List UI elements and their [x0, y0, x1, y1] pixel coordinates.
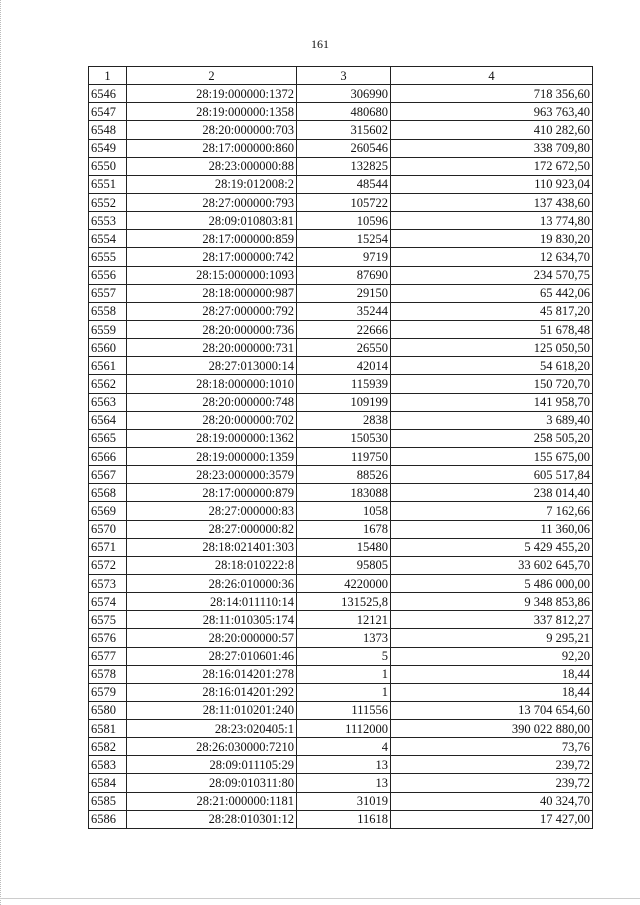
cadastral-number-cell: 28:16:014201:278: [127, 665, 297, 683]
row-number-cell: 6558: [89, 302, 127, 320]
table-row: [89, 266, 593, 284]
page-number: 161: [311, 37, 329, 51]
row-number-cell: 6553: [89, 212, 127, 230]
cadastral-number-cell: 28:11:010305:174: [127, 611, 297, 629]
cadastral-number-cell: 28:17:000000:879: [127, 484, 297, 502]
area-cell: 5: [297, 647, 391, 665]
area-cell: 11618: [297, 810, 391, 828]
row-number-cell: 6554: [89, 230, 127, 248]
cadastral-number-cell: 28:17:000000:860: [127, 139, 297, 157]
table-row: [89, 774, 593, 792]
area-cell: 1678: [297, 520, 391, 538]
row-number-cell: 6562: [89, 375, 127, 393]
table-row: [89, 139, 593, 157]
row-number-cell: 6559: [89, 320, 127, 338]
area-cell: 95805: [297, 556, 391, 574]
cadastral-number-cell: 28:16:014201:292: [127, 683, 297, 701]
area-cell: 111556: [297, 701, 391, 719]
table-row: [89, 574, 593, 592]
cadastral-number-cell: 28:19:000000:1362: [127, 429, 297, 447]
value-cell: 51 678,48: [391, 320, 593, 338]
row-number-cell: 6577: [89, 647, 127, 665]
row-number-cell: 6546: [89, 85, 127, 103]
value-cell: 54 618,20: [391, 357, 593, 375]
area-cell: 132825: [297, 157, 391, 175]
table-row: [89, 375, 593, 393]
table-row: [89, 121, 593, 139]
table-row: [89, 629, 593, 647]
value-cell: 11 360,06: [391, 520, 593, 538]
cadastral-number-cell: 28:15:000000:1093: [127, 266, 297, 284]
area-cell: 1: [297, 665, 391, 683]
area-cell: 2838: [297, 411, 391, 429]
row-number-cell: 6578: [89, 665, 127, 683]
cadastral-number-cell: 28:23:000000:3579: [127, 466, 297, 484]
cadastral-number-cell: 28:26:010000:36: [127, 574, 297, 592]
cadastral-number-cell: 28:11:010201:240: [127, 701, 297, 719]
cadastral-number-cell: 28:18:021401:303: [127, 538, 297, 556]
value-cell: 172 672,50: [391, 157, 593, 175]
value-cell: 92,20: [391, 647, 593, 665]
value-cell: 258 505,20: [391, 429, 593, 447]
row-number-cell: 6552: [89, 193, 127, 211]
row-number-cell: 6567: [89, 466, 127, 484]
table-row: [89, 320, 593, 338]
table-row: [89, 611, 593, 629]
cadastral-number-cell: 28:20:000000:731: [127, 339, 297, 357]
area-cell: 13: [297, 774, 391, 792]
value-cell: 40 324,70: [391, 792, 593, 810]
table-body: [89, 85, 593, 829]
column-header-3: 3: [297, 67, 391, 85]
table-row: [89, 429, 593, 447]
value-cell: 234 570,75: [391, 266, 593, 284]
header-row: [89, 67, 593, 85]
value-cell: 3 689,40: [391, 411, 593, 429]
value-cell: 65 442,06: [391, 284, 593, 302]
table-row: [89, 230, 593, 248]
area-cell: 48544: [297, 175, 391, 193]
area-cell: 15480: [297, 538, 391, 556]
area-cell: 150530: [297, 429, 391, 447]
row-number-cell: 6550: [89, 157, 127, 175]
area-cell: 29150: [297, 284, 391, 302]
table-row: [89, 284, 593, 302]
value-cell: 963 763,40: [391, 103, 593, 121]
row-number-cell: 6575: [89, 611, 127, 629]
value-cell: 410 282,60: [391, 121, 593, 139]
value-cell: 150 720,70: [391, 375, 593, 393]
area-cell: 1: [297, 683, 391, 701]
value-cell: 5 429 455,20: [391, 538, 593, 556]
row-number-cell: 6566: [89, 447, 127, 465]
cadastral-number-cell: 28:26:030000:7210: [127, 738, 297, 756]
table-row: [89, 193, 593, 211]
table-row: [89, 665, 593, 683]
table-row: [89, 520, 593, 538]
row-number-cell: 6547: [89, 103, 127, 121]
table-row: [89, 175, 593, 193]
area-cell: 105722: [297, 193, 391, 211]
row-number-cell: 6560: [89, 339, 127, 357]
value-cell: 17 427,00: [391, 810, 593, 828]
cadastral-number-cell: 28:27:010601:46: [127, 647, 297, 665]
area-cell: 13: [297, 756, 391, 774]
cadastral-number-cell: 28:14:011110:14: [127, 593, 297, 611]
table-row: [89, 411, 593, 429]
cadastral-number-cell: 28:27:000000:792: [127, 302, 297, 320]
value-cell: 338 709,80: [391, 139, 593, 157]
row-number-cell: 6581: [89, 720, 127, 738]
value-cell: 718 356,60: [391, 85, 593, 103]
value-cell: 239,72: [391, 756, 593, 774]
value-cell: 19 830,20: [391, 230, 593, 248]
area-cell: 306990: [297, 85, 391, 103]
table-row: [89, 810, 593, 828]
area-cell: 183088: [297, 484, 391, 502]
cadastral-number-cell: 28:27:000000:82: [127, 520, 297, 538]
area-cell: 480680: [297, 103, 391, 121]
value-cell: 141 958,70: [391, 393, 593, 411]
table-row: [89, 302, 593, 320]
cadastral-number-cell: 28:19:000000:1358: [127, 103, 297, 121]
area-cell: 109199: [297, 393, 391, 411]
area-cell: 260546: [297, 139, 391, 157]
row-number-cell: 6557: [89, 284, 127, 302]
row-number-cell: 6551: [89, 175, 127, 193]
area-cell: 119750: [297, 447, 391, 465]
table-row: [89, 466, 593, 484]
value-cell: 13 774,80: [391, 212, 593, 230]
row-number-cell: 6563: [89, 393, 127, 411]
value-cell: 9 295,21: [391, 629, 593, 647]
row-number-cell: 6579: [89, 683, 127, 701]
cadastral-number-cell: 28:20:000000:736: [127, 320, 297, 338]
value-cell: 390 022 880,00: [391, 720, 593, 738]
table-row: [89, 85, 593, 103]
table-row: [89, 157, 593, 175]
row-number-cell: 6569: [89, 502, 127, 520]
left-margin-line: [0, 0, 2, 905]
cadastral-number-cell: 28:20:000000:702: [127, 411, 297, 429]
table-row: [89, 556, 593, 574]
area-cell: 15254: [297, 230, 391, 248]
area-cell: 1373: [297, 629, 391, 647]
area-cell: 9719: [297, 248, 391, 266]
cadastral-number-cell: 28:27:013000:14: [127, 357, 297, 375]
row-number-cell: 6571: [89, 538, 127, 556]
row-number-cell: 6570: [89, 520, 127, 538]
cadastral-number-cell: 28:19:000000:1359: [127, 447, 297, 465]
area-cell: 35244: [297, 302, 391, 320]
value-cell: 605 517,84: [391, 466, 593, 484]
table-row: [89, 103, 593, 121]
value-cell: 155 675,00: [391, 447, 593, 465]
cadastral-number-cell: 28:18:000000:987: [127, 284, 297, 302]
cadastral-number-cell: 28:18:010222:8: [127, 556, 297, 574]
value-cell: 239,72: [391, 774, 593, 792]
value-cell: 18,44: [391, 683, 593, 701]
row-number-cell: 6548: [89, 121, 127, 139]
table-row: [89, 593, 593, 611]
row-number-cell: 6568: [89, 484, 127, 502]
column-header-4: 4: [391, 67, 593, 85]
row-number-cell: 6556: [89, 266, 127, 284]
cadastral-number-cell: 28:09:010803:81: [127, 212, 297, 230]
area-cell: 115939: [297, 375, 391, 393]
area-cell: 10596: [297, 212, 391, 230]
area-cell: 4220000: [297, 574, 391, 592]
value-cell: 7 162,66: [391, 502, 593, 520]
area-cell: 42014: [297, 357, 391, 375]
row-number-cell: 6585: [89, 792, 127, 810]
cadastral-number-cell: 28:19:012008:2: [127, 175, 297, 193]
cadastral-number-cell: 28:27:000000:793: [127, 193, 297, 211]
row-number-cell: 6584: [89, 774, 127, 792]
value-cell: 12 634,70: [391, 248, 593, 266]
table-row: [89, 212, 593, 230]
value-cell: 73,76: [391, 738, 593, 756]
area-cell: 4: [297, 738, 391, 756]
value-cell: 5 486 000,00: [391, 574, 593, 592]
table-row: [89, 248, 593, 266]
bottom-edge-line: [0, 898, 640, 900]
row-number-cell: 6564: [89, 411, 127, 429]
table-row: [89, 357, 593, 375]
table-row: [89, 393, 593, 411]
column-header-1: 1: [89, 67, 127, 85]
cadastral-number-cell: 28:17:000000:742: [127, 248, 297, 266]
table-row: [89, 720, 593, 738]
value-cell: 18,44: [391, 665, 593, 683]
row-number-cell: 6572: [89, 556, 127, 574]
row-number-cell: 6549: [89, 139, 127, 157]
cadastral-number-cell: 28:21:000000:1181: [127, 792, 297, 810]
row-number-cell: 6580: [89, 701, 127, 719]
value-cell: 137 438,60: [391, 193, 593, 211]
area-cell: 26550: [297, 339, 391, 357]
area-cell: 131525,8: [297, 593, 391, 611]
area-cell: 31019: [297, 792, 391, 810]
row-number-cell: 6583: [89, 756, 127, 774]
area-cell: 315602: [297, 121, 391, 139]
table-row: [89, 701, 593, 719]
value-cell: 125 050,50: [391, 339, 593, 357]
cadastral-number-cell: 28:23:000000:88: [127, 157, 297, 175]
table-row: [89, 447, 593, 465]
value-cell: 45 817,20: [391, 302, 593, 320]
area-cell: 1112000: [297, 720, 391, 738]
row-number-cell: 6555: [89, 248, 127, 266]
area-cell: 87690: [297, 266, 391, 284]
cadastral-number-cell: 28:23:020405:1: [127, 720, 297, 738]
column-header-2: 2: [127, 67, 297, 85]
value-cell: 33 602 645,70: [391, 556, 593, 574]
cadastral-number-cell: 28:17:000000:859: [127, 230, 297, 248]
value-cell: 9 348 853,86: [391, 593, 593, 611]
cadastral-number-cell: 28:27:000000:83: [127, 502, 297, 520]
cadastral-number-cell: 28:09:011105:29: [127, 756, 297, 774]
table-row: [89, 792, 593, 810]
row-number-cell: 6561: [89, 357, 127, 375]
row-number-cell: 6573: [89, 574, 127, 592]
cadastral-number-cell: 28:20:000000:57: [127, 629, 297, 647]
row-number-cell: 6586: [89, 810, 127, 828]
row-number-cell: 6574: [89, 593, 127, 611]
area-cell: 1058: [297, 502, 391, 520]
area-cell: 22666: [297, 320, 391, 338]
value-cell: 110 923,04: [391, 175, 593, 193]
table-row: [89, 647, 593, 665]
area-cell: 88526: [297, 466, 391, 484]
row-number-cell: 6582: [89, 738, 127, 756]
table-row: [89, 683, 593, 701]
table-row: [89, 502, 593, 520]
table-row: [89, 339, 593, 357]
value-cell: 238 014,40: [391, 484, 593, 502]
value-cell: 337 812,27: [391, 611, 593, 629]
cadastral-number-cell: 28:20:000000:748: [127, 393, 297, 411]
value-cell: 13 704 654,60: [391, 701, 593, 719]
data-table: [88, 66, 593, 829]
row-number-cell: 6565: [89, 429, 127, 447]
table-row: [89, 756, 593, 774]
cadastral-number-cell: 28:28:010301:12: [127, 810, 297, 828]
cadastral-number-cell: 28:18:000000:1010: [127, 375, 297, 393]
cadastral-number-cell: 28:20:000000:703: [127, 121, 297, 139]
cadastral-number-cell: 28:19:000000:1372: [127, 85, 297, 103]
cadastral-number-cell: 28:09:010311:80: [127, 774, 297, 792]
row-number-cell: 6576: [89, 629, 127, 647]
area-cell: 12121: [297, 611, 391, 629]
table-row: [89, 484, 593, 502]
table-row: [89, 538, 593, 556]
table-row: [89, 738, 593, 756]
